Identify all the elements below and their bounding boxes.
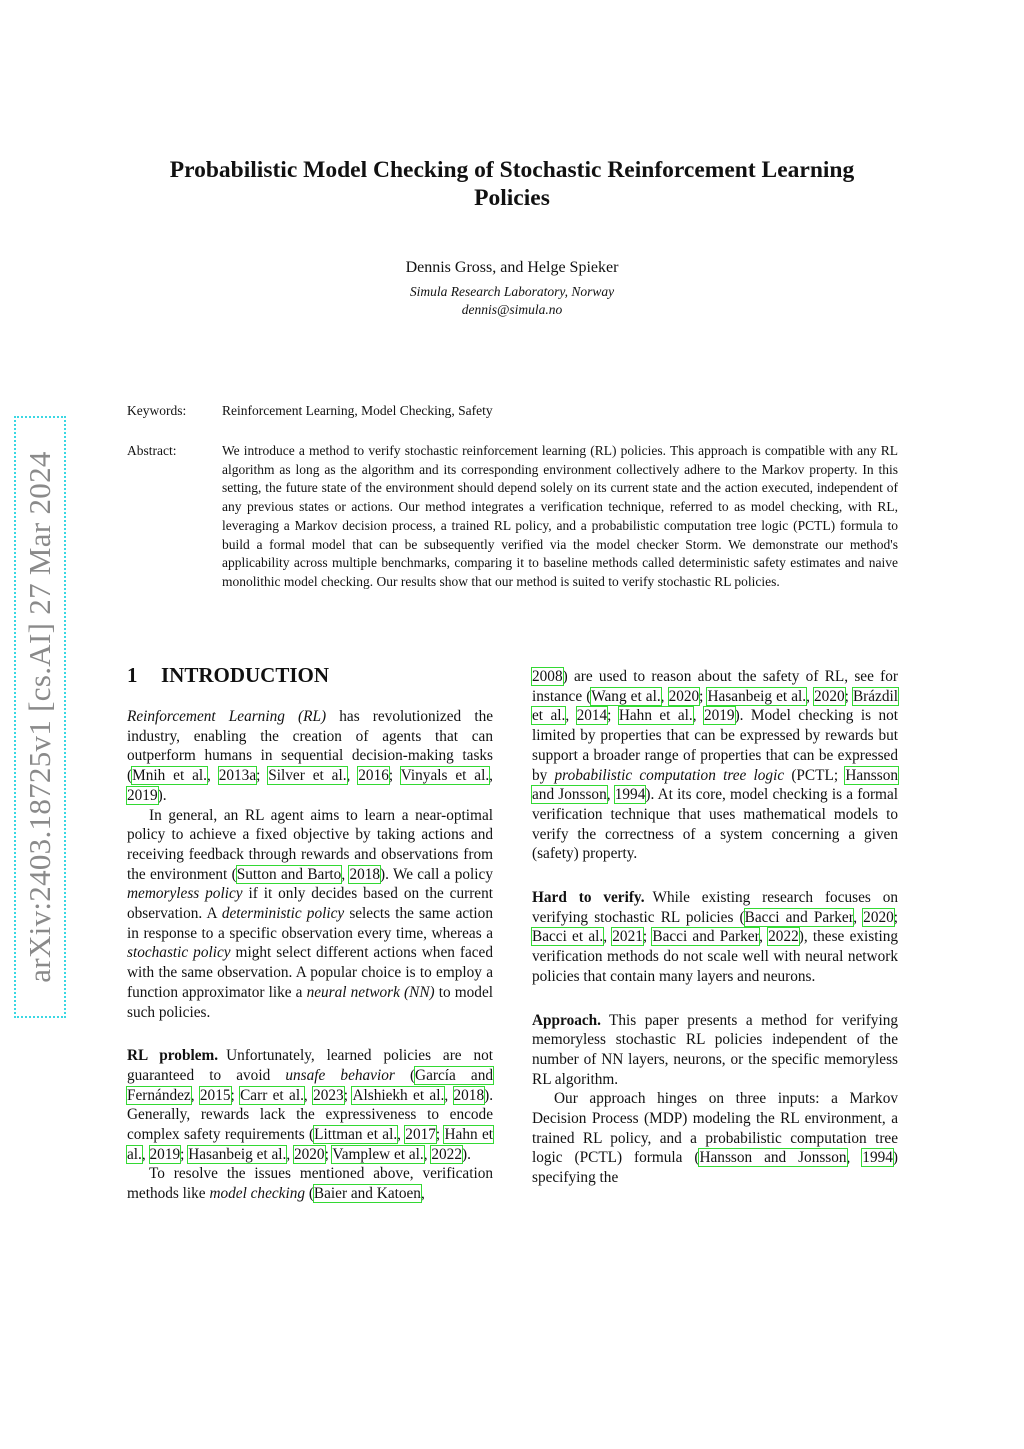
citation[interactable]: Hansson and Jonsson [699, 1149, 847, 1167]
citation[interactable]: Vamplew et al. [332, 1145, 424, 1163]
section-heading [127, 661, 329, 689]
citation[interactable]: Mnih et al. [132, 767, 207, 785]
citation[interactable]: Sutton and Barto [236, 865, 342, 883]
intro-paragraph-1: Reinforcement Learning (RL) has revolutionized the industry, enabling the creation of agents that can outperform humans in sequential decision-making tasks (Mnih et al., 2013a; Silver et al., 2016; Vinyals et al., 2019). [127, 708, 494, 804]
right-column [532, 667, 898, 1188]
citation[interactable]: Baier and Katoen [313, 1185, 421, 1203]
citation[interactable]: 2018 [349, 865, 381, 883]
citation[interactable]: 1994 [614, 786, 646, 804]
term: deterministic policy [221, 905, 345, 923]
citation[interactable]: Brázdil et al. [532, 687, 898, 725]
citation[interactable]: Hasanbeig et al. [188, 1145, 287, 1163]
term: model checking [209, 1185, 305, 1203]
citation[interactable]: 2020 [668, 687, 700, 705]
section-number: 1 [127, 663, 138, 687]
citation[interactable]: Wang et al. [591, 687, 661, 705]
term: memoryless policy [127, 885, 243, 903]
citation[interactable]: Silver et al. [268, 767, 347, 785]
citation[interactable]: Carr et al. [240, 1086, 304, 1104]
approach-paragraph-2: Our approach hinges on three inputs: a Markov Decision Process (MDP) modeling the RL environment, a trained RL policy, and a probabilistic computation tree logic (PCTL) formula (Hansson and Jonsson, 1994) specifying the [532, 1090, 898, 1187]
term: unsafe behavior [285, 1066, 395, 1084]
citation[interactable]: 2017 [405, 1126, 436, 1144]
citation[interactable]: 2022 [431, 1145, 462, 1163]
intro-paragraph-4: To resolve the issues mentioned above, verification methods like model checking (Baier and Katoen, [127, 1165, 493, 1203]
keywords: Reinforcement Learning, Model Checking, Safety [222, 403, 493, 418]
citation[interactable]: 2013a [218, 767, 257, 785]
citation[interactable]: 2019 [703, 707, 735, 725]
affiliation: Simula Research Laboratory, Norway [409, 284, 615, 299]
hard-to-verify-paragraph: Hard to verify. While existing research focuses on verifying stochastic RL policies (Bacci and Parker, 2020; Bacci et al., 2021; Bacci and Parker, 2022), these existing verification methods do not scale well with neural network policies that contain many layers and neurons. [532, 889, 899, 985]
arxiv-stamp[interactable] [14, 416, 66, 1018]
citation[interactable]: 2019 [149, 1145, 181, 1163]
section-title: INTRODUCTION [161, 663, 330, 687]
citation[interactable]: 1994 [862, 1149, 893, 1167]
citation[interactable]: Littman et al. [314, 1126, 398, 1144]
title-line-2: Policies [474, 185, 550, 211]
paragraph-label: Approach. [532, 1011, 601, 1029]
citation[interactable]: 2015 [199, 1086, 231, 1104]
citation[interactable]: Hahn et al. [127, 1126, 493, 1163]
citation[interactable]: Bacci and Parker [744, 908, 854, 926]
citation[interactable]: 2020 [814, 687, 845, 705]
intro-paragraph-2: In general, an RL agent aims to learn a near-optimal policy to achieve a fixed objective by taking actions and receiving feedback through rewards and observations from the environment (Sutton and Barto, 2018). We call a policy memoryless policy if it only decides based on the current observation. A deterministic policy selects the same action in response to a specific observation every time, whereas a stochastic policy might select different actions when faced with the same observation. A popular choice is to employ a function approximator like a neural network (NN) to model such policies. [127, 806, 493, 1021]
citation[interactable]: 2020 [293, 1145, 325, 1163]
term: stochastic policy [127, 944, 231, 962]
citation[interactable]: Hahn et al. [618, 707, 693, 725]
paper-title [100, 156, 924, 212]
citation[interactable]: Alshiekh et al. [352, 1086, 445, 1104]
term: neural network (NN) [306, 983, 435, 1001]
citation[interactable]: 2021 [612, 928, 643, 946]
paragraph-label: RL problem. [127, 1047, 219, 1065]
abstract-label: Abstract: [127, 443, 177, 458]
citation[interactable]: Bacci et al. [532, 928, 604, 946]
citation[interactable]: Bacci and Parker [652, 928, 760, 946]
citation[interactable]: Hansson and Jonsson [532, 766, 899, 804]
authors: Dennis Gross, and Helge Spieker [405, 259, 619, 276]
email: dennis@simula.no [461, 302, 563, 317]
approach-paragraph: Approach. This paper presents a method for verifying memoryless stochastic RL policies independent of the number of NN layers, neurons, or the specific memoryless RL algorithm. [532, 1011, 898, 1088]
left-column [127, 707, 493, 1204]
citation[interactable]: 2008 [532, 668, 563, 685]
citation[interactable]: García and Fernández [127, 1066, 494, 1104]
citation[interactable]: 2014 [576, 707, 608, 725]
arxiv-id: arXiv:2403.18725v1 [cs.AI] 27 Mar 2024 [22, 451, 57, 983]
citation[interactable]: 2022 [768, 928, 799, 946]
citation[interactable]: 2023 [313, 1086, 344, 1104]
term: probabilistic computation tree logic [554, 766, 785, 784]
keywords-label: Keywords: [127, 403, 187, 418]
right-paragraph-1: 2008) are used to reason about the safety of RL, see for instance (Wang et al., 2020; Hasanbeig et al., 2020; Brázdil et al., 2014; Hahn et al., 2019). Model checking is not limited by properties that can be expressed by rewards but support a broader range of properties that can be expressed by probabilistic computation tree logic (PCTL; Hansson and Jonsson, 1994). At its core, model checking is a formal verification technique that uses mathematical models to verify the correctness of a system concerning a given (safety) property. [532, 668, 899, 863]
affiliation-block [100, 283, 924, 319]
abstract: We introduce a method to verify stochastic reinforcement learning (RL) policies. This approach is compatible with any RL algorithm as long as the algorithm and its corresponding environment collectively adhere to the Markov property. In this setting, the future state of the environment should depend solely on its current state and the action executed, independent of any previous states or actions. Our method integrates a verification technique, referred to as model checking, with RL, leveraging a Markov decision process, a trained RL policy, and a probabilistic computation tree logic (PCTL) formula to build a formal model that can be subsequently verified via the model checker Storm. We demonstrate our method's applicability across multiple benchmarks, comparing it to baseline methods called deterministic safety estimates and naive monolithic model checking. Our results show that our method is suited to verify stochastic RL policies. [222, 443, 898, 589]
citation[interactable]: 2019 [127, 786, 158, 804]
paragraph-label: Hard to verify. [532, 889, 645, 907]
rl-problem-paragraph: RL problem. Unfortunately, learned policies are not guaranteed to avoid unsafe behavior (García and Fernández, 2015; Carr et al., 2023; Alshiekh et al., 2018). Generally, rewards lack the expressiveness to encode complex safety requirements (Littman et al., 2017; Hahn et al., 2019; Hasanbeig et al., 2020; Vamplew et al., 2022). [127, 1047, 494, 1163]
citation[interactable]: Vinyals et al. [400, 767, 490, 785]
term: Reinforcement Learning (RL) [127, 708, 327, 725]
citation[interactable]: 2020 [863, 908, 894, 926]
title-line-1: Probabilistic Model Checking of Stochastic Reinforcement Learning [169, 157, 855, 183]
citation[interactable]: 2016 [358, 767, 389, 785]
citation[interactable]: Hasanbeig et al. [707, 687, 807, 705]
citation[interactable]: 2018 [453, 1086, 485, 1104]
